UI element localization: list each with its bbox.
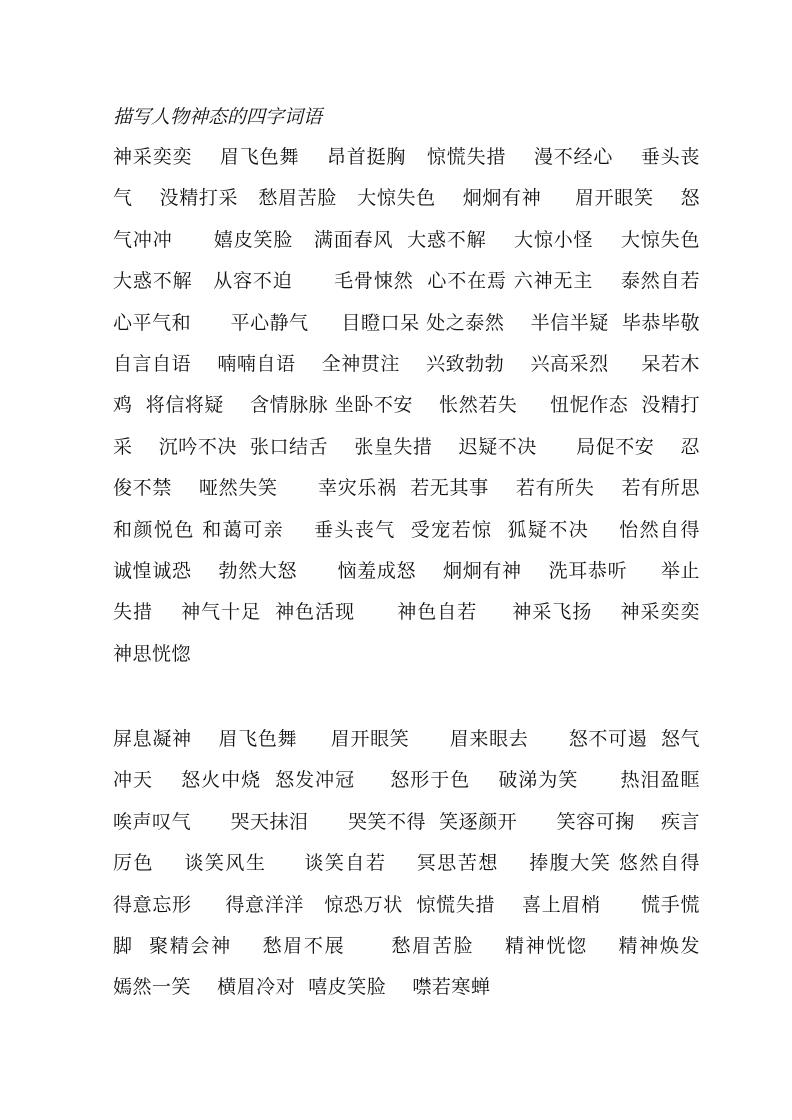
word-list-paragraph-2: 屏息凝神 眉飞色舞 眉开眼笑 眉来眼去 怒不可遏 怒气冲天 怒火中烧 怒发冲冠 怒形于色 破涕为笑 热泪盈眶 唉声叹气 哭天抹泪 哭笑不得 笑逐颜开 笑容可掬 疾言厉色 谈笑风生 谈笑自若 冥思苦想 捧腹大笑 悠然自得 得意忘形 得意洋洋 惊恐万状 惊慌失措 喜上眉梢 慌手慌脚 聚精会神 愁眉不展 愁眉苦脸 精神恍惚 精神焕发 嫣然一笑 横眉冷对 嘻皮笑脸 噤若寒蝉: [113, 728, 740, 999]
word-list-paragraph-1: 神采奕奕 眉飞色舞 昂首挺胸 惊慌失措 漫不经心 垂头丧气 没精打采 愁眉苦脸 大惊失色 炯炯有神 眉开眼笑 怒气冲冲 嬉皮笑脸 满面春风 大惑不解 大惊小怪 大惊失色 大惑不解 从容不迫 毛骨悚然 心不在焉 六神无主 泰然自若 心平气和 平心静气 目瞪口呆 处之泰然 半信半疑 毕恭毕敬 自言自语 喃喃自语 全神贯注 兴致勃勃 兴高采烈 呆若木鸡 将信将疑 含情脉脉 坐卧不安 怅然若失 忸怩作态 没精打采 沉吟不决 张口结舌 张皇失措 迟疑不决 局促不安 忍俊不禁 哑然失笑 幸灾乐祸 若无其事 若有所失 若有所思 和颜悦色 和蔼可亲 垂头丧气 受宠若惊 狐疑不决 怡然自得 诚惶诚恐 勃然大怒 恼羞成怒 炯炯有神 洗耳恭听 举止失措 神气十足 神色活现 神色自若 神采飞扬 神采奕奕 神思恍惚: [113, 146, 740, 665]
page-title: 描写人物神态的四字词语: [113, 106, 323, 128]
